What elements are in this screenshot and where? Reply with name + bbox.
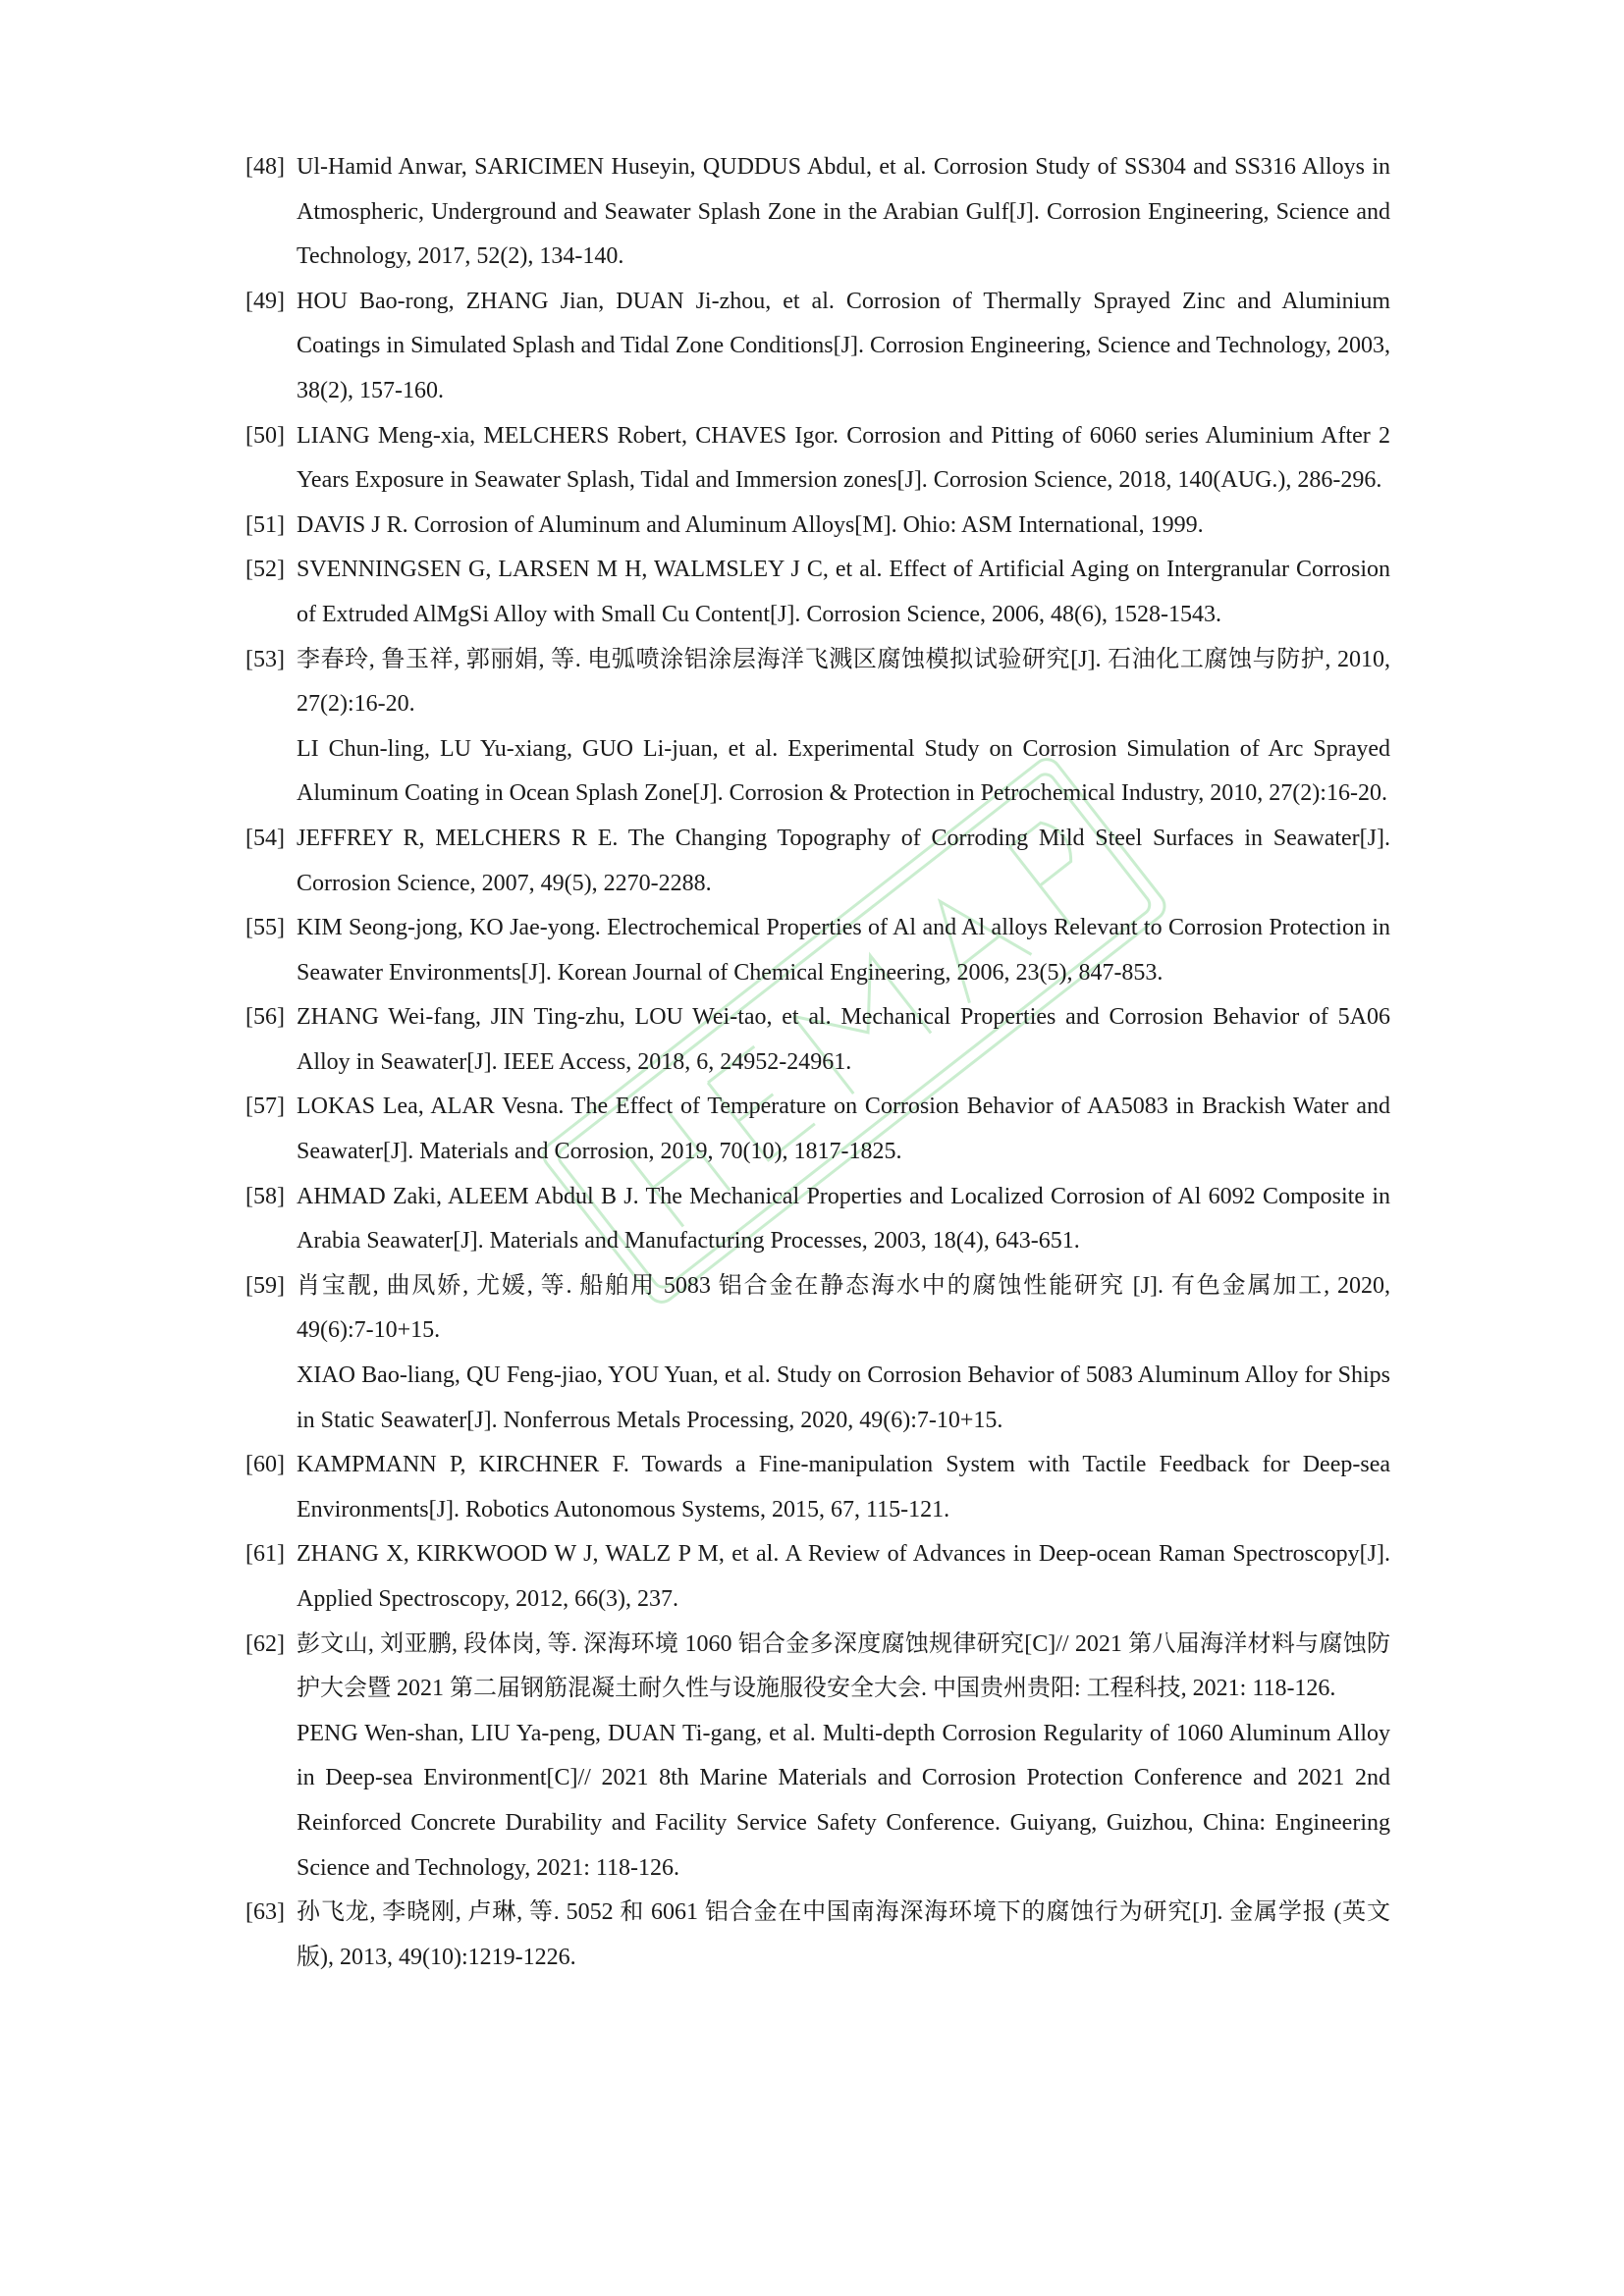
reference-text: AHMAD Zaki, ALEEM Abdul B J. The Mechanical Properties and Localized Corrosion of Al 6092 Composite in Arabia Seawater[J]. Materials and Manufacturing Processes, 2003, 18(4), 643-651.	[297, 1183, 1390, 1255]
reference-number: [48]	[245, 154, 285, 180]
reference-text: JEFFREY R, MELCHERS R E. The Changing Topography of Corroding Mild Steel Surfaces in Seawater[J]. Corrosion Science, 2007, 49(5), 2270-2288.	[297, 825, 1390, 896]
reference-text: LIANG Meng-xia, MELCHERS Robert, CHAVES Igor. Corrosion and Pitting of 6060 series Aluminium After 2 Years Exposure in Seawater Splash, Tidal and Immersion zones[J]. Corrosion Science, 2018, 140(AUG.), 286-296.	[297, 422, 1390, 494]
reference-item	[245, 504, 1390, 549]
reference-item	[245, 1532, 1390, 1622]
reference-text: DAVIS J R. Corrosion of Aluminum and Aluminum Alloys[M]. Ohio: ASM International, 1999.	[297, 511, 1204, 538]
reference-item	[245, 638, 1390, 817]
reference-item	[245, 906, 1390, 995]
reference-text: ZHANG X, KIRKWOOD W J, WALZ P M, et al. A Review of Advances in Deep-ocean Raman Spectroscopy[J]. Applied Spectroscopy, 2012, 66(3), 237.	[297, 1541, 1390, 1612]
reference-item	[245, 548, 1390, 637]
reference-list	[245, 145, 1390, 1980]
reference-number: [60]	[245, 1452, 285, 1478]
reference-item	[245, 1443, 1390, 1532]
reference-text: LOKAS Lea, ALAR Vesna. The Effect of Temperature on Corrosion Behavior of AA5083 in Brackish Water and Seawater[J]. Materials and Corrosion, 2019, 70(10), 1817-1825.	[297, 1094, 1390, 1165]
reference-number: [52]	[245, 557, 285, 583]
reference-number: [63]	[245, 1899, 285, 1926]
reference-text: ZHANG Wei-fang, JIN Ting-zhu, LOU Wei-tao, et al. Mechanical Properties and Corrosion Behavior of 5A06 Alloy in Seawater[J]. IEEE Access, 2018, 6, 24952-24961.	[297, 1004, 1390, 1075]
reference-number: [59]	[245, 1272, 285, 1299]
reference-number: [61]	[245, 1541, 285, 1568]
reference-item	[245, 280, 1390, 414]
reference-item	[245, 145, 1390, 280]
reference-number: [56]	[245, 1004, 285, 1031]
reference-number: [53]	[245, 646, 285, 672]
reference-number: [55]	[245, 915, 285, 941]
reference-item	[245, 995, 1390, 1085]
reference-text: LI Chun-ling, LU Yu-xiang, GUO Li-juan, et al. Experimental Study on Corrosion Simulation of Arc Sprayed Aluminum Coating in Ocean Splash Zone[J]. Corrosion & Protection in Petrochemical Industry, 2010, 27(2):16-20.	[297, 735, 1390, 807]
reference-item	[245, 414, 1390, 504]
reference-text: PENG Wen-shan, LIU Ya-peng, DUAN Ti-gang, et al. Multi-depth Corrosion Regularity of 1060 Aluminum Alloy in Deep-sea Environment[C]// 2021 8th Marine Materials and Corrosion Protection Conference and 2021 2nd Reinforced Concrete Durability and Facility Service Safety Conference. Guiyang, Guizhou, China: Engineering Science and Technology, 2021: 118-126.	[297, 1720, 1390, 1881]
reference-text: 肖宝靓, 曲凤娇, 尤媛, 等. 船舶用 5083 铝合金在静态海水中的腐蚀性能研究 [J]. 有色金属加工, 2020, 49(6):7-10+15.	[297, 1272, 1390, 1344]
reference-text: KAMPMANN P, KIRCHNER F. Towards a Fine-manipulation System with Tactile Feedback for Deep-sea Environments[J]. Robotics Autonomous Systems, 2015, 67, 115-121.	[297, 1452, 1390, 1522]
reference-text: Ul-Hamid Anwar, SARICIMEN Huseyin, QUDDUS Abdul, et al. Corrosion Study of SS304 and SS316 Alloys in Atmospheric, Underground and Seawater Splash Zone in the Arabian Gulf[J]. Corrosion Engineering, Science and Technology, 2017, 52(2), 134-140.	[297, 154, 1390, 270]
reference-number: [57]	[245, 1094, 285, 1120]
reference-text: 孙飞龙, 李晓刚, 卢琳, 等. 5052 和 6061 铝合金在中国南海深海环境下的腐蚀行为研究[J]. 金属学报 (英文版), 2013, 49(10):1219-1226.	[297, 1899, 1390, 1970]
reference-number: [54]	[245, 825, 285, 851]
reference-number: [51]	[245, 511, 285, 538]
reference-item	[245, 817, 1390, 906]
reference-number: [62]	[245, 1630, 285, 1657]
reference-number: [58]	[245, 1183, 285, 1209]
reference-text: SVENNINGSEN G, LARSEN M H, WALMSLEY J C, et al. Effect of Artificial Aging on Intergranular Corrosion of Extruded AlMgSi Alloy with Small Cu Content[J]. Corrosion Science, 2006, 48(6), 1528-1543.	[297, 557, 1390, 627]
reference-item	[245, 1891, 1390, 1980]
reference-item	[245, 1623, 1390, 1892]
reference-text: HOU Bao-rong, ZHANG Jian, DUAN Ji-zhou, et al. Corrosion of Thermally Sprayed Zinc and Aluminium Coatings in Simulated Splash and Tidal Zone Conditions[J]. Corrosion Engineering, Science and Technology, 2003, 38(2), 157-160.	[297, 288, 1390, 403]
reference-number: [49]	[245, 288, 285, 314]
reference-number: [50]	[245, 422, 285, 449]
reference-item	[245, 1264, 1390, 1443]
reference-text: XIAO Bao-liang, QU Feng-jiao, YOU Yuan, et al. Study on Corrosion Behavior of 5083 Aluminum Alloy for Ships in Static Seawater[J]. Nonferrous Metals Processing, 2020, 49(6):7-10+15.	[297, 1362, 1390, 1433]
reference-item	[245, 1175, 1390, 1264]
reference-text: 彭文山, 刘亚鹏, 段体岗, 等. 深海环境 1060 铝合金多深度腐蚀规律研究[C]// 2021 第八届海洋材料与腐蚀防护大会暨 2021 第二届钢筋混凝土耐久性与设施服役安全大会. 中国贵州贵阳: 工程科技, 2021: 118-126.	[297, 1630, 1390, 1702]
reference-text: 李春玲, 鲁玉祥, 郭丽娟, 等. 电弧喷涂铝涂层海洋飞溅区腐蚀模拟试验研究[J]. 石油化工腐蚀与防护, 2010, 27(2):16-20.	[297, 646, 1390, 718]
reference-text: KIM Seong-jong, KO Jae-yong. Electrochemical Properties of Al and Al alloys Relevant to Corrosion Protection in Seawater Environments[J]. Korean Journal of Chemical Engineering, 2006, 23(5), 847-853.	[297, 915, 1390, 986]
reference-item	[245, 1085, 1390, 1174]
